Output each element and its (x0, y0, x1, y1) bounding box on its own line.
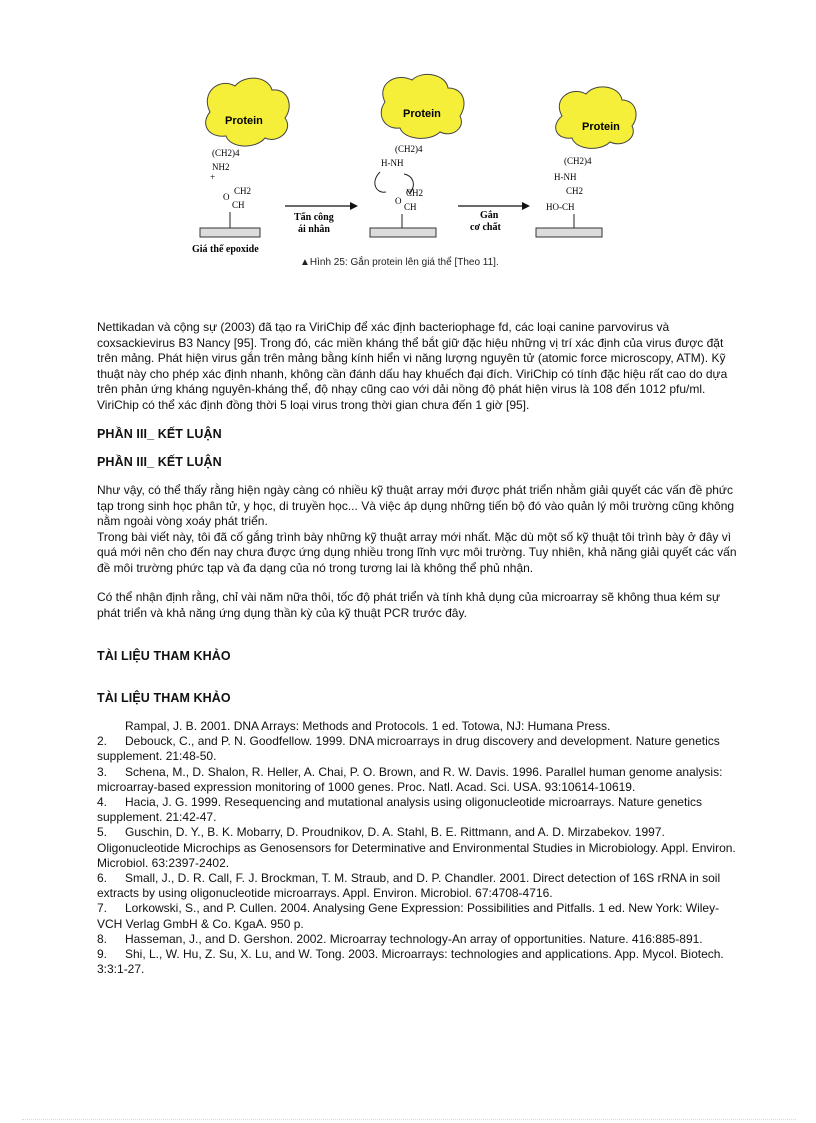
nh2-label: NH2 (212, 162, 230, 172)
protein-blob-3 (556, 87, 636, 149)
protein-blob-2 (381, 74, 464, 138)
epoxide-support-2 (370, 228, 436, 237)
protein-label-3: Protein (582, 121, 620, 133)
section-heading-references-repeat: TÀI LIỆU THAM KHẢO (97, 691, 231, 705)
protein-label-2: Protein (403, 108, 441, 120)
protein-blob-1 (206, 78, 290, 146)
arrow2-label-line2: cơ chất (470, 222, 501, 233)
paragraph-conclusion-1: Như vậy, có thể thấy rằng hiện ngày càng có nhiều kỹ thuật array mới được phát triển nhằm giải quyết các vấn đề phức tạp trong sinh học phân tử, y học, di truyền học... Và việc áp dụng những tiến bộ đó vào quản lý môi trường cũng không nằm ngoài vòng xoáy phát triển. (97, 483, 735, 528)
ch2-label-2: CH2 (406, 188, 424, 198)
reference-list (97, 719, 737, 977)
arrow1-label-line1: Tấn công (294, 212, 334, 223)
ch-label-2: CH (404, 202, 417, 212)
plus-label: + (210, 172, 216, 182)
chain-label-2: (CH2)4 (395, 144, 423, 154)
epoxide-support-3 (536, 228, 602, 237)
paragraph-virichip: Nettikadan và cộng sự (2003) đã tạo ra ViriChip để xác định bacteriophage fd, các loại canine parvovirus và coxsackievirus B3 Nancy [95]. Trong đó, các miền kháng thể bắt giữ đặc hiệu những vị trí xác định của virus được đặt trên mảng. Phát hiện virus gắn trên mảng bằng kính hiển vi năng lượng nguyên tử (atomic force microscopy, ATM). Kỹ thuật này cho phép xác định nhanh, không cần đánh dấu hay khuếch đại đích. ViriChip có tính đặc hiệu rất cao do dựa trên phản ứng kháng nguyên-kháng thể, độ nhạy cũng cao với dải nồng độ phát hiện virus là 108 đến 1012 pfu/ml. ViriChip có thể xác định đồng thời 5 loại virus trong thời gian chưa đến 1 giờ [95]. (97, 320, 728, 412)
ch-label-1: CH (232, 200, 245, 210)
o-label-1: O (223, 192, 230, 202)
epoxide-support-1 (200, 228, 260, 237)
reference-item: 5. Guschin, D. Y., B. K. Mobarry, D. Proudnikov, D. A. Stahl, B. E. Rittmann, and A. D. Mirzabekov. 1997. Oligonucleotide Microchips as Genosensors for Determinative and Environmental Studies in Microbiology. Appl. Environ. Microbiol. 63:2397-2402. (97, 825, 736, 870)
o-label-2: O (395, 196, 402, 206)
arrow1-label-line2: ái nhân (298, 224, 330, 235)
reference-item: 3. Schena, M., D. Shalon, R. Heller, A. Chai, P. O. Brown, and R. W. Davis. 1996. Parallel human genome analysis: microarray-based expression monitoring of 1000 genes. Proc. Natl. Acad. Sci. USA. 93:10614-10619. (97, 764, 723, 794)
hoch-label: HO-CH (546, 202, 575, 212)
figure-caption: ▲Hình 25: Gắn protein lên giá thể [Theo 11]. (300, 257, 499, 268)
section-heading-conclusion: PHẦN III_ KẾT LUẬN (97, 427, 222, 441)
reference-item: 4. Hacia, J. G. 1999. Resequencing and mutational analysis using oligonucleotide microarrays. Nature genetics supplement. 21:42-47. (97, 795, 702, 825)
figure-diagram (190, 72, 620, 272)
paragraph-conclusion-3: Có thể nhận định rằng, chỉ vài năm nữa thôi, tốc độ phát triển và tính khả dụng của microarray sẽ không thua kém sự phát triển và khả năng ứng dụng thần kỳ của kỹ thuật PCR trước đây. (97, 590, 721, 620)
ch2-label-1: CH2 (234, 186, 252, 196)
reference-item: 2. Debouck, C., and P. N. Goodfellow. 1999. DNA microarrays in drug discovery and development. Nature genetics supplement. 21:48-50. (97, 734, 720, 764)
reference-item: 8. Hasseman, J., and D. Gershon. 2002. Microarray technology-An array of opportunities. Nature. 416:885-891. (97, 931, 703, 946)
reference-item: Rampal, J. B. 2001. DNA Arrays: Methods and Protocols. 1 ed. Totowa, NJ: Humana Press. (125, 719, 611, 733)
nh-label-2: H-NH (381, 158, 404, 168)
arrow2-label-line1: Gắn (480, 210, 499, 221)
protein-immobilization-figure (190, 72, 620, 272)
support-label: Giá thể epoxide (192, 244, 259, 255)
paragraph-conclusion-2: Trong bài viết này, tôi đã cố gắng trình bày những kỹ thuật array mới nhất. Mặc dù một số kỹ thuật tôi trình bày ở đây vì quá mới nên cho đến nay chưa được ứng dụng nhiều trong lĩnh vực môi trường. Tuy nhiên, khả năng giải quyết các vấn đề môi trường phức tạp và đa dạng của nó trong tương lai là không thể phủ nhận. (97, 529, 737, 575)
section-heading-references: TÀI LIỆU THAM KHẢO (97, 649, 231, 663)
chain-label-1: (CH2)4 (212, 148, 240, 158)
main-content (97, 320, 737, 977)
chain-label-3: (CH2)4 (564, 156, 592, 166)
reference-item: 7. Lorkowski, S., and P. Cullen. 2004. Analysing Gene Expression: Possibilities and Pitfalls. 1 ed. New York: Wiley-VCH Verlag GmbH & Co. KgaA. 950 p. (97, 901, 720, 931)
section-heading-conclusion-repeat: PHẦN III_ KẾT LUẬN (97, 455, 222, 469)
reference-item: 9. Shi, L., W. Hu, Z. Su, X. Lu, and W. Tong. 2003. Microarrays: technologies and applications. App. Mycol. Biotech. 3:3:1-27. (97, 947, 724, 977)
page-footer-divider (22, 1119, 796, 1120)
nh-label-3: H-NH (554, 172, 577, 182)
reference-item: 6. Small, J., D. R. Call, F. J. Brockman, T. M. Straub, and D. P. Chandler. 2001. Direct detection of 16S rRNA in soil extracts by using oligonucleotide microarrays. Appl. Environ. Microbiol. 67:4708-4716. (97, 871, 721, 901)
protein-label-1: Protein (225, 115, 263, 127)
ch2-label-3: CH2 (566, 186, 584, 196)
